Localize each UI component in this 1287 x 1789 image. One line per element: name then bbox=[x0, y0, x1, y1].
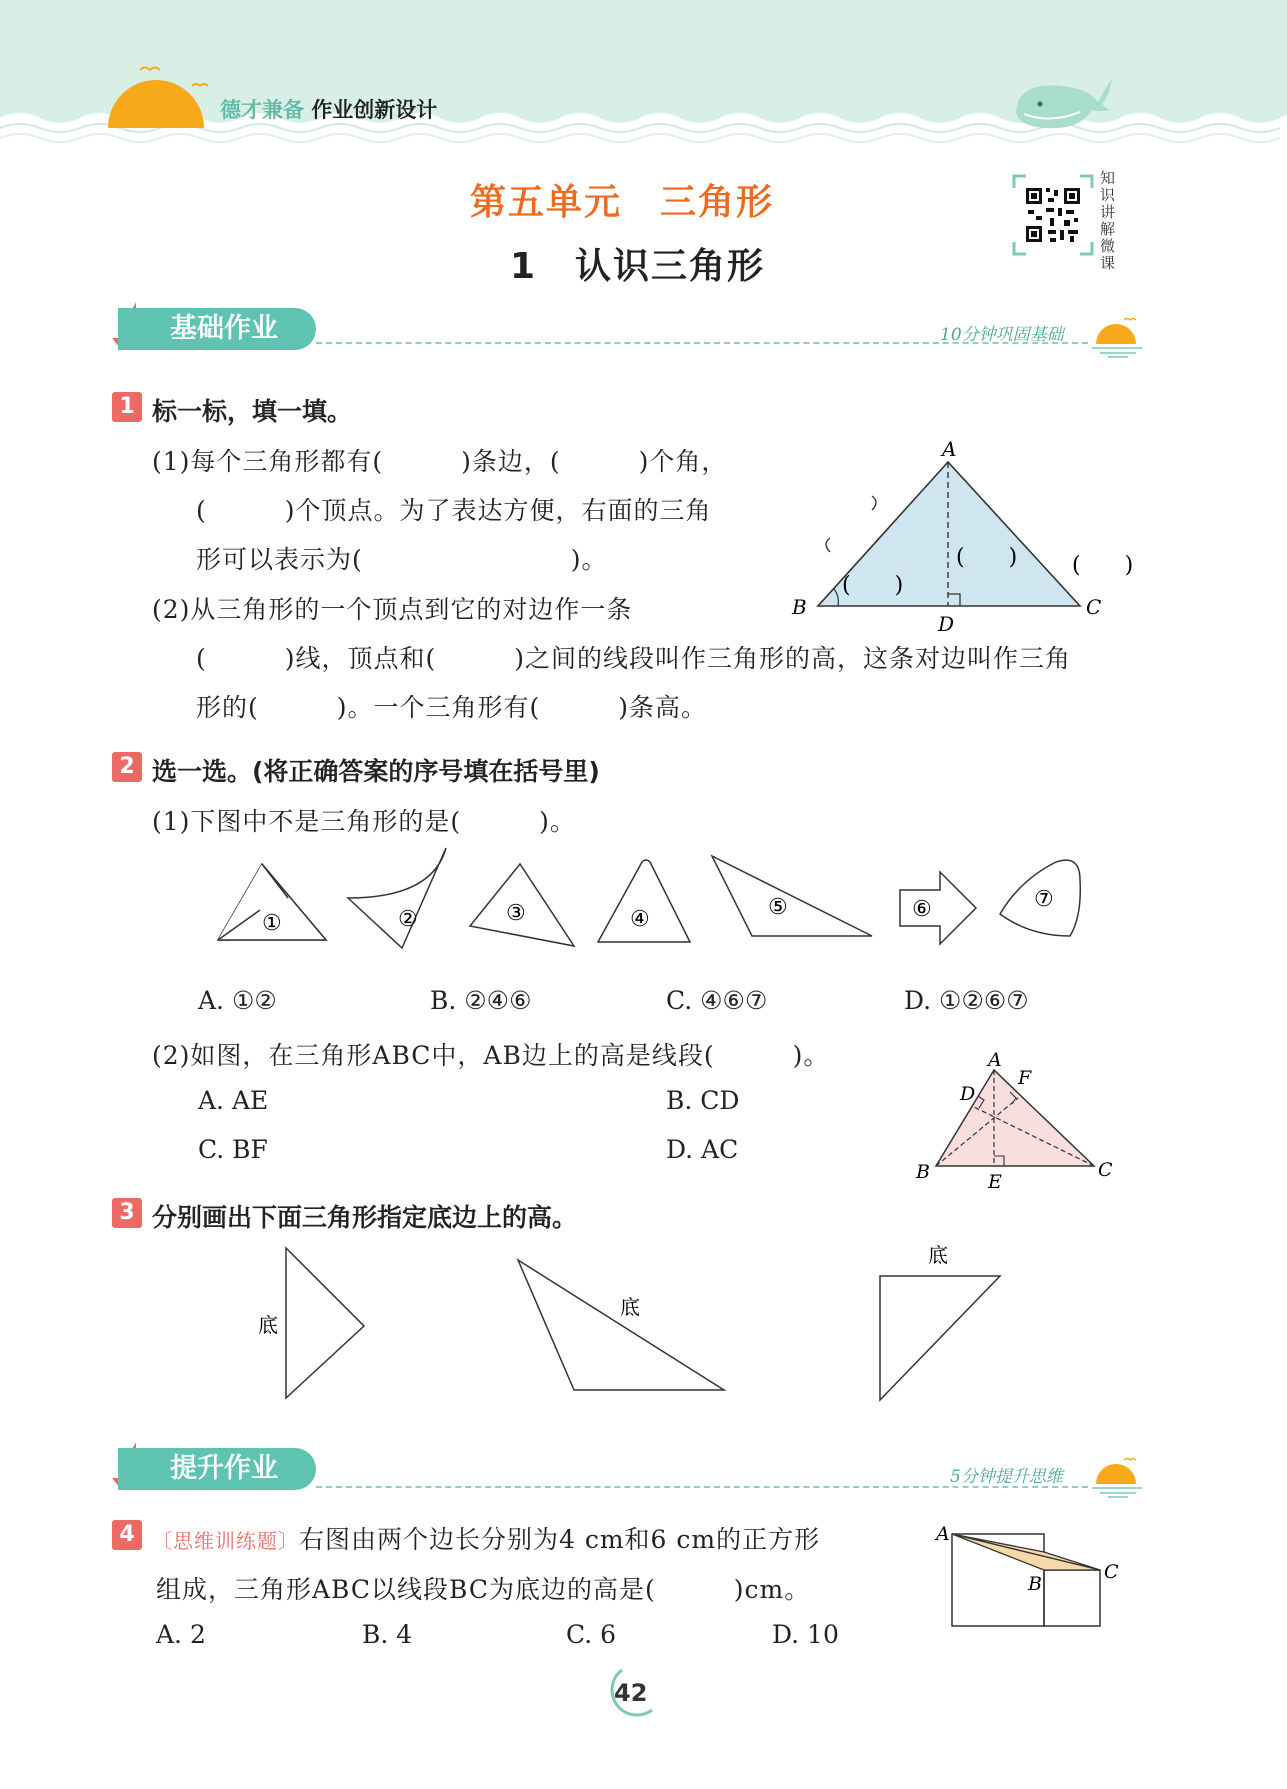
q2-fig-label-c: C bbox=[1098, 1159, 1113, 1181]
question-2-title: 选一选。(将正确答案的序号填在括号里) bbox=[152, 757, 600, 786]
unit-title: 第五单元 三角形 bbox=[470, 182, 775, 223]
section-advanced-note: 5分钟提升思维 bbox=[950, 1467, 1063, 1487]
qr-code[interactable] bbox=[1012, 174, 1094, 256]
section-basic-note: 10分钟巩固基础 bbox=[940, 325, 1064, 345]
q2-part1-stem: (1)下图中不是三角形的是( )。 bbox=[152, 807, 576, 836]
q3-triangles bbox=[240, 1240, 1040, 1410]
q4-tag: 〔思维训练题〕 bbox=[152, 1529, 299, 1553]
q4-label-b: B bbox=[1028, 1573, 1042, 1595]
svg-text:③: ③ bbox=[506, 901, 526, 926]
question-3-badge: 3 bbox=[112, 1198, 142, 1228]
q2-part2-stem: (2)如图，在三角形ABC中，AB边上的高是线段( )。 bbox=[152, 1041, 830, 1070]
q3-base-label-3: 底 bbox=[928, 1243, 948, 1267]
q2-part1-option-c[interactable]: C. ④⑥⑦ bbox=[666, 986, 768, 1015]
q1-blank-inner-left: ( ) bbox=[842, 573, 904, 598]
q4-label-c: C bbox=[1104, 1561, 1119, 1583]
q1-line-1: (1)每个三角形都有( )条边，( )个角， bbox=[152, 447, 728, 476]
sun-small-icon-2 bbox=[1090, 1452, 1146, 1498]
q1-label-a: A bbox=[942, 437, 957, 461]
svg-text:⑤: ⑤ bbox=[768, 895, 788, 920]
q2-fig-label-a: A bbox=[988, 1049, 1002, 1071]
qr-side-text: 知识讲解微课 bbox=[1100, 169, 1116, 272]
sun-small-icon bbox=[1090, 312, 1146, 358]
question-1-title: 标一标，填一填。 bbox=[152, 397, 353, 426]
q2-fig-label-f: F bbox=[1018, 1067, 1032, 1089]
sun-logo-icon bbox=[100, 60, 210, 135]
shape-6 bbox=[900, 872, 976, 944]
svg-text:⑥: ⑥ bbox=[912, 897, 932, 922]
q2-shapes-row bbox=[200, 840, 1100, 960]
q3-base-label-2: 底 bbox=[620, 1295, 640, 1319]
brand-dark: 作业创新设计 bbox=[311, 98, 438, 122]
q2-fig-label-d: D bbox=[960, 1083, 976, 1105]
q4-option-b[interactable]: B. 4 bbox=[362, 1620, 413, 1649]
svg-text:①: ① bbox=[262, 911, 282, 936]
q1-blank-inner-right: ( ) bbox=[956, 545, 1018, 570]
q2-fig-label-e: E bbox=[988, 1171, 1002, 1193]
q1-label-b: B bbox=[792, 595, 807, 619]
q1-blank-outer-right: ( ) bbox=[1072, 553, 1134, 578]
q4-text-1: 右图由两个边长分别为4 cm和6 cm的正方形 bbox=[299, 1525, 821, 1554]
q1-label-c: C bbox=[1086, 595, 1102, 619]
q1-line-2: ( )个顶点。为了表达方便，右面的三角 bbox=[196, 496, 712, 525]
shape-7 bbox=[1000, 860, 1080, 936]
lesson-title: 1 认识三角形 bbox=[510, 246, 766, 287]
q4-option-c[interactable]: C. 6 bbox=[566, 1620, 617, 1649]
q2-part1-option-b[interactable]: B. ②④⑥ bbox=[430, 986, 532, 1015]
section-advanced-label: 提升作业 bbox=[170, 1453, 278, 1484]
svg-text:②: ② bbox=[398, 907, 418, 932]
shape-2 bbox=[348, 848, 446, 948]
shape-5 bbox=[712, 856, 872, 936]
q4-line-1 bbox=[152, 1520, 820, 1556]
q3-base-label-1: 底 bbox=[258, 1313, 278, 1337]
q4-label-a: A bbox=[936, 1523, 950, 1545]
question-4-badge: 4 bbox=[112, 1520, 142, 1550]
q4-squares-figure bbox=[930, 1510, 1130, 1640]
q1-line-6: 形的( )。一个三角形有( )条高。 bbox=[196, 693, 708, 722]
q2-part1-option-a[interactable]: A. ①② bbox=[198, 986, 277, 1015]
brand-green: 德才兼备 bbox=[220, 98, 304, 122]
q2-part2-option-d[interactable]: D. AC bbox=[666, 1135, 739, 1164]
svg-text:⑦: ⑦ bbox=[1034, 887, 1054, 912]
section-basic-banner bbox=[118, 308, 316, 350]
section-advanced-banner bbox=[118, 1448, 316, 1490]
section-basic-label: 基础作业 bbox=[170, 313, 278, 344]
page-number: 42 bbox=[614, 1679, 648, 1707]
question-3-title: 分别画出下面三角形指定底边上的高。 bbox=[152, 1203, 578, 1232]
q1-line-3: 形可以表示为( )。 bbox=[196, 545, 608, 574]
brand-text bbox=[220, 94, 437, 124]
q2-part2-option-a[interactable]: A. AE bbox=[198, 1086, 269, 1115]
q2-abc-figure bbox=[900, 1048, 1120, 1198]
q4-option-d[interactable]: D. 10 bbox=[772, 1620, 839, 1649]
shape-4 bbox=[598, 860, 690, 942]
svg-text:④: ④ bbox=[630, 907, 650, 932]
q2-part2-option-c[interactable]: C. BF bbox=[198, 1135, 268, 1164]
q1-triangle-figure bbox=[780, 432, 1160, 632]
q1-line-5: ( )线，顶点和( )之间的线段叫作三角形的高，这条对边叫作三角 bbox=[196, 644, 1072, 673]
question-1-badge: 1 bbox=[112, 392, 142, 422]
shape-1 bbox=[218, 864, 326, 940]
q2-part2-option-b[interactable]: B. CD bbox=[666, 1086, 740, 1115]
q1-line-4: (2)从三角形的一个顶点到它的对边作一条 bbox=[152, 595, 633, 624]
q2-part1-option-d[interactable]: D. ①②⑥⑦ bbox=[904, 986, 1029, 1015]
q1-label-d: D bbox=[938, 612, 955, 632]
whale-icon bbox=[1010, 72, 1115, 134]
q2-fig-label-b: B bbox=[916, 1161, 930, 1183]
question-2-badge: 2 bbox=[112, 752, 142, 782]
shape-3 bbox=[470, 864, 574, 946]
q4-option-a[interactable]: A. 2 bbox=[156, 1620, 206, 1649]
q4-line-2: 组成，三角形ABC以线段BC为底边的高是( )cm。 bbox=[156, 1575, 811, 1604]
